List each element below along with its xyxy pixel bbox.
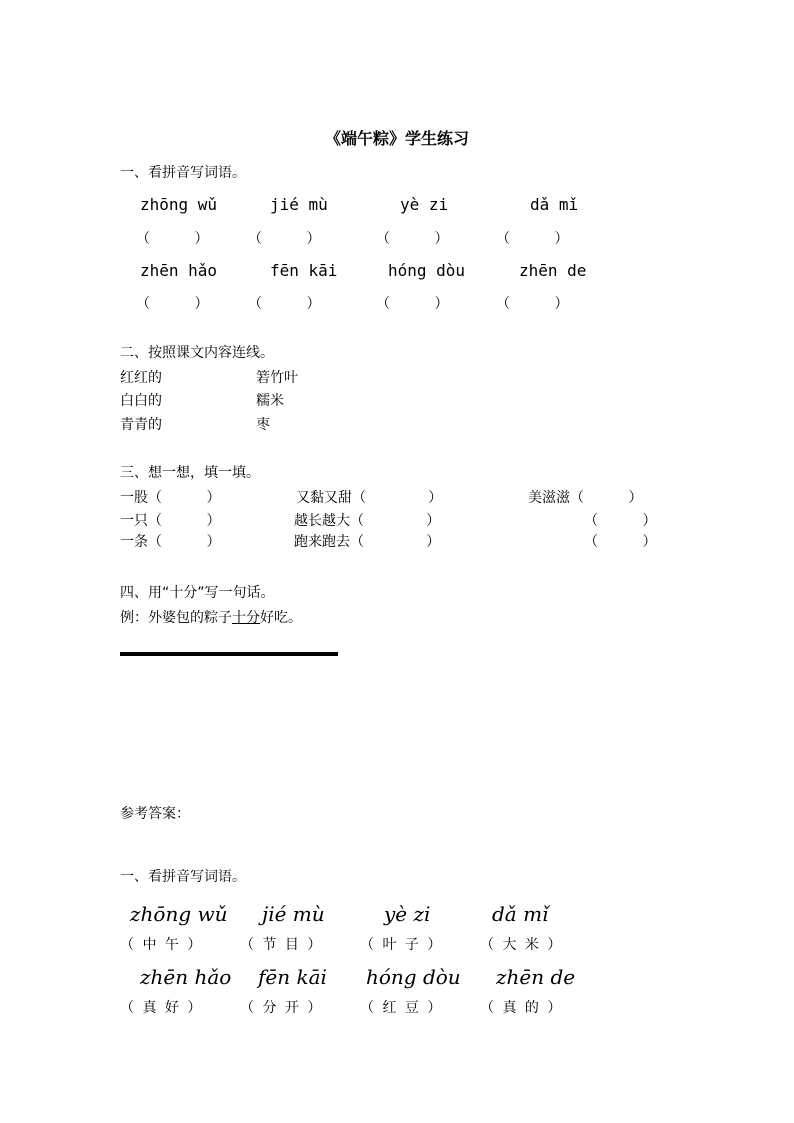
answer-blank: （ ） [248, 296, 321, 312]
match-right-item: 枣 [256, 417, 270, 433]
answer-chars: （ 真 好 ） [120, 1000, 204, 1016]
fill-item: （ ） [584, 534, 657, 550]
pinyin-item: zhēn hǎo [140, 261, 218, 280]
answer-blank: （ ） [496, 231, 569, 247]
fill-item: 美滋滋（ ） [528, 490, 643, 506]
answer-chars: （ 叶 子 ） [360, 937, 444, 953]
fill-item: 一条（ ） [120, 534, 221, 550]
fill-item: 跑来跑去（ ） [294, 534, 441, 550]
pinyin-item: zhēn de [519, 261, 587, 280]
answer-line [120, 652, 338, 656]
answer-chars: （ 红 豆 ） [360, 1000, 444, 1016]
fill-item: 越长越大（ ） [294, 513, 441, 529]
answer-blank: （ ） [496, 296, 569, 312]
answer-chars: （ 大 米 ） [480, 937, 564, 953]
pinyin-item: hóng dòu [388, 261, 466, 280]
answer-blank: （ ） [136, 296, 209, 312]
answer-pinyin: fēn kāi [258, 965, 327, 989]
pinyin-item: yè zi [400, 195, 449, 214]
answer-chars: （ 分 开 ） [240, 1000, 324, 1016]
pinyin-item: zhōng wǔ [140, 195, 218, 214]
pinyin-item: dǎ mǐ [530, 195, 579, 214]
answers-section1-heading: 一、看拼音写词语。 [120, 869, 246, 885]
page-title: 《端午粽》学生练习 [324, 129, 469, 148]
answer-blank: （ ） [376, 231, 449, 247]
answer-blank: （ ） [248, 231, 321, 247]
answers-heading: 参考答案： [120, 806, 190, 822]
match-right-item: 箬竹叶 [256, 370, 298, 386]
match-left-item: 白白的 [120, 393, 162, 409]
example-prefix: 例：外婆包的粽子 [120, 610, 232, 626]
example-keyword: 十分 [232, 610, 260, 626]
answer-pinyin: jié mù [262, 902, 325, 926]
answer-chars: （ 真 的 ） [480, 1000, 564, 1016]
answer-pinyin: dǎ mǐ [492, 902, 549, 926]
answer-pinyin: zhēn de [496, 965, 576, 989]
section3-heading: 三、想一想，填一填。 [120, 465, 260, 481]
answer-chars: （ 中 午 ） [120, 937, 204, 953]
match-right-item: 糯米 [256, 393, 284, 409]
fill-item: 又黏又甜（ ） [296, 490, 443, 506]
fill-item: 一只（ ） [120, 513, 221, 529]
answer-pinyin: yè zi [384, 902, 431, 926]
match-left-item: 红红的 [120, 370, 162, 386]
answer-pinyin: zhēn hǎo [140, 965, 232, 989]
answer-pinyin: hóng dòu [366, 965, 461, 989]
answer-blank: （ ） [136, 231, 209, 247]
fill-item: （ ） [584, 513, 657, 529]
section1-heading: 一、看拼音写词语。 [120, 165, 246, 181]
pinyin-item: jié mù [270, 195, 328, 214]
fill-item: 一股（ ） [120, 490, 221, 506]
answer-pinyin: zhōng wǔ [130, 902, 228, 926]
answer-blank: （ ） [376, 296, 449, 312]
example-sentence [120, 607, 302, 627]
section4-heading: 四、用“十分”写一句话。 [120, 585, 275, 601]
answer-chars: （ 节 目 ） [240, 937, 324, 953]
example-suffix: 好吃。 [260, 610, 302, 626]
match-left-item: 青青的 [120, 417, 162, 433]
pinyin-item: fēn kāi [270, 261, 338, 280]
section2-heading: 二、按照课文内容连线。 [120, 345, 274, 361]
